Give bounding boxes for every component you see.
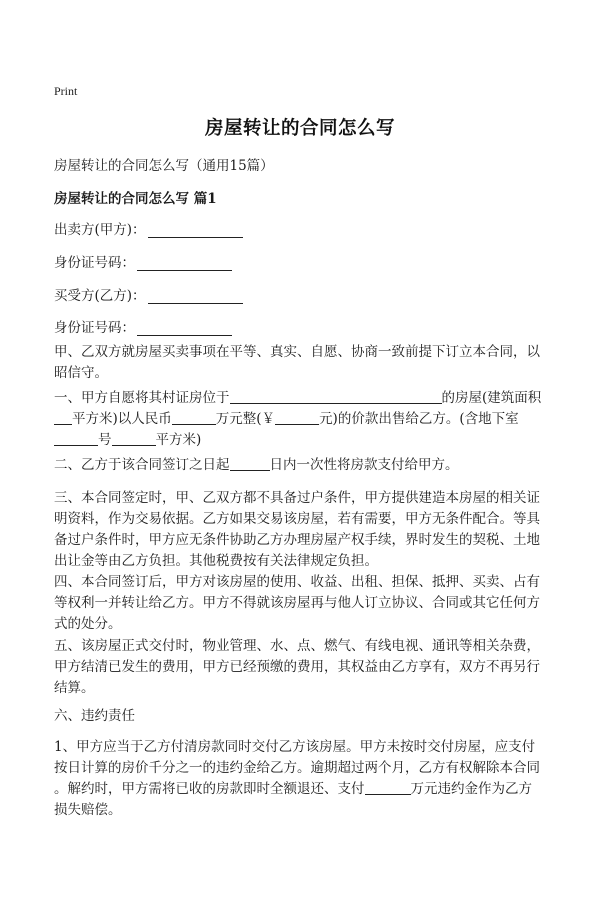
- clause-6-heading: [54, 706, 554, 727]
- clause-5-paragraph: [54, 636, 554, 699]
- paragraph-line: [54, 779, 554, 800]
- price-wan-blank: [172, 409, 216, 425]
- document-subtitle: 房屋转让的合同怎么写（通用15篇）: [54, 158, 274, 174]
- clause-1-text-e: 元)的价款出售给乙方。(含地下室: [319, 411, 519, 427]
- payment-days-blank: [230, 455, 270, 471]
- basement-area-blank: [112, 430, 156, 446]
- paragraph-line: 六、违约责任: [54, 708, 135, 724]
- paragraph-line: 四、本合同签订后，甲方对该房屋的使用、收益、出租、担保、抵押、买卖、占有: [54, 574, 540, 590]
- buyer-id-label: 身份证号码：: [54, 320, 135, 336]
- clause-1-text-f: 号: [98, 432, 112, 448]
- paragraph-line: 明资料，作为交易依据。乙方如果交易该房屋，若有需要，甲方无条件配合。等具: [54, 511, 540, 527]
- buyer-id-blank: [137, 321, 232, 336]
- paragraph-line: 损失赔偿。: [54, 802, 122, 818]
- paragraph-line: 甲、乙双方就房屋买卖事项在平等、真实、自愿、协商一致前提下订立本合同，以: [54, 344, 540, 360]
- paragraph-line: 按日计算的房价千分之一的违约金给乙方。逾期超过两个月，乙方有权解除本合同: [54, 760, 540, 776]
- paragraph-line: 备过户条件时，甲方应无条件协助乙方办理房屋产权手续，界时发生的契税、土地: [54, 532, 540, 548]
- print-link[interactable]: Print: [54, 84, 78, 98]
- paragraph-line: 式的处分。: [54, 616, 122, 632]
- clause-6-1-text-b: 万元违约金作为乙方: [410, 781, 532, 797]
- seller-label: 出卖方(甲方)：: [54, 222, 146, 238]
- intro-paragraph: [54, 342, 554, 384]
- paragraph-line: 等权利一并转让给乙方。甲方不得就该房屋再与他人订立协议、合同或其它任何方: [54, 595, 540, 611]
- location-blank: [230, 388, 442, 404]
- clause-2-paragraph: [54, 455, 554, 476]
- seller-id-blank: [137, 256, 232, 271]
- area-blank: [54, 409, 72, 425]
- buyer-blank: [148, 289, 243, 304]
- paragraph-line: 出让金等由乙方负担。其他税费按有关法律规定负担。: [54, 553, 378, 569]
- paragraph-line: 甲方结清已发生的费用，甲方已经预缴的费用，其权益由乙方享有，双方不再另行: [54, 659, 540, 675]
- paragraph-line: [54, 388, 554, 409]
- clause-6-1-paragraph: [54, 737, 554, 821]
- seller-id-field: [54, 251, 232, 271]
- clause-1-text-b: 的房屋(建筑面积: [441, 390, 542, 406]
- buyer-id-field: [54, 316, 232, 336]
- paragraph-line: 昭信守。: [54, 365, 108, 381]
- paragraph-line: 1、甲方应当于乙方付清房款同时交付乙方该房屋。甲方未按时交付房屋，应支付: [54, 739, 536, 755]
- seller-field: [54, 218, 243, 238]
- clause-1-text-g: 平方米): [155, 432, 202, 448]
- paragraph-line: 五、该房屋正式交付时，物业管理、水、点、燃气、有线电视、通讯等相关杂费，: [54, 638, 540, 654]
- clause-6-1-text-a: 。解约时，甲方需将已收的房款即时全额退还、支付: [54, 781, 365, 797]
- clause-1-text-a: 一、甲方自愿将其村证房位于: [54, 390, 230, 406]
- paragraph-line: [54, 409, 554, 430]
- clause-1-text-d: 万元整(￥: [215, 411, 276, 427]
- clause-1-paragraph: [54, 388, 554, 451]
- price-yuan-blank: [275, 409, 319, 425]
- clause-2-text-a: 二、乙方于该合同签订之日起: [54, 457, 230, 473]
- clause-4-paragraph: [54, 572, 554, 635]
- buyer-field: [54, 284, 243, 304]
- paragraph-line: 三、本合同签定时，甲、乙双方都不具备过户条件，甲方提供建造本房屋的相关证: [54, 490, 540, 506]
- seller-blank: [148, 223, 243, 238]
- paragraph-line: 结算。: [54, 680, 95, 696]
- clause-2-text-b: 日内一次性将房款支付给甲方。: [269, 457, 459, 473]
- buyer-label: 买受方(乙方)：: [54, 288, 146, 304]
- section-heading: 房屋转让的合同怎么写 篇1: [54, 191, 217, 207]
- document-title: 房屋转让的合同怎么写: [204, 118, 395, 139]
- clause-3-paragraph: [54, 488, 554, 572]
- paragraph-line: [54, 455, 554, 476]
- basement-number-blank: [54, 430, 98, 446]
- clause-1-text-c: 平方米)以人民币: [72, 411, 172, 427]
- penalty-blank: [365, 779, 411, 795]
- paragraph-line: [54, 430, 554, 451]
- seller-id-label: 身份证号码：: [54, 255, 135, 271]
